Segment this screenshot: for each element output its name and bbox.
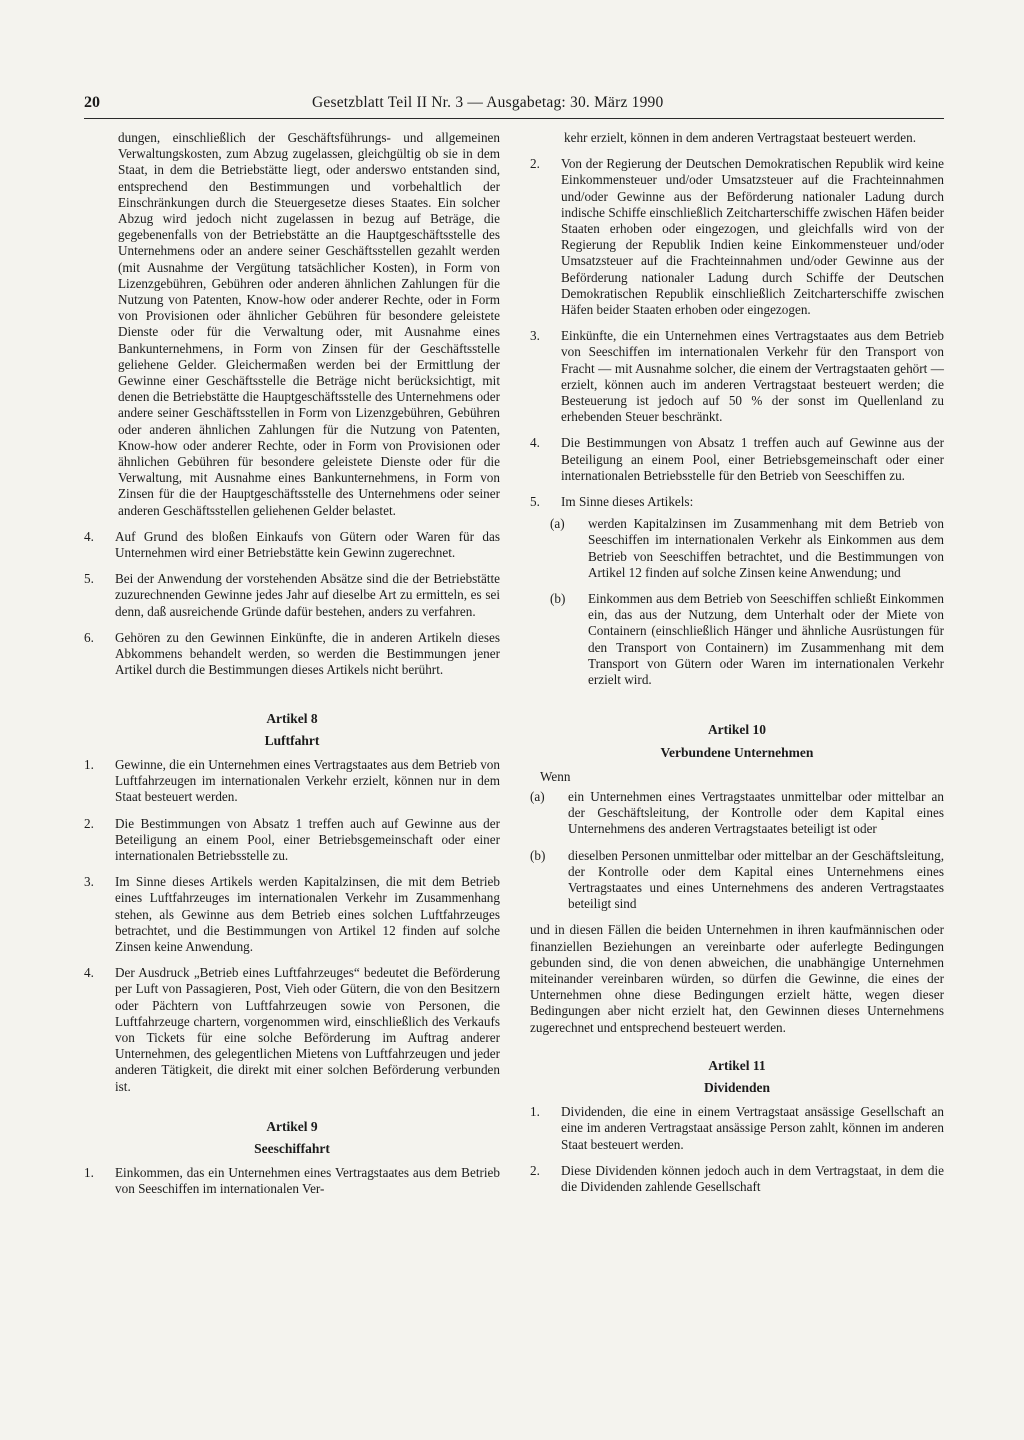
item-number: 2. — [84, 815, 94, 831]
article-heading: Artikel 8 — [266, 710, 318, 726]
item-text: Im Sinne dieses Artikels: — [561, 494, 694, 510]
page-header — [84, 94, 940, 124]
item-text: Der Ausdruck „Betrieb eines Luftfahrzeuges“ bedeutet die Beförderung per Luft von Passagieren, Post, Vieh oder Gütern, die von den Besitzern oder Pächtern von Luftfahrzeugen sowie von Personen, die Luftfahrzeuge chartern, vorgenommen wird, einschließlich des Verkaufs von Tickets für eine solche Beförderung im Auftrag anderer Unternehmen, des gelegentlichen Mietens von Luftfahrzeugen und jeder anderen Tätigkeit, die direkt mit einer solchen Beförderung verbunden ist. — [115, 965, 500, 1094]
list-item — [84, 757, 500, 806]
continued-paragraph: dungen, einschließlich der Geschäftsführungs- und allgemeinen Verwaltungskosten, zum Abzug zugelassen, gleichgültig ob sie in dem Staat, in dem die Betriebstätte liegt, oder anderswo entstanden sind, entsprechend den Bestimmungen und vorbehaltlich der Einschränkungen durch die Steuergesetze dieses Staates. Ein solcher Abzug wird jedoch nicht zugelassen in bezug auf Beträge, die gegebenenfalls von der Betriebstätte an die Hauptgeschäftsstelle des Unternehmens oder an andere seiner Geschäftsstellen gezahlt werden (mit Ausnahme der Vergütung tatsächlicher Kosten), in Form von Lizenzgebühren, Gebühren oder anderen ähnlichen Zahlungen für die Nutzung von Patenten, Know-how oder anderer Rechte, oder in Form von Provisionen oder ähnlicher Gebühren für besondere geleistete Dienste oder für die Verwaltung oder, mit Ausnahme eines Bankunternehmens, in Form von Zinsen für der Geschäftsstelle geliehene Gelder. Gleichermaßen werden bei der Ermittlung der Gewinne einer Geschäftsstelle die Beträge nicht berücksichtigt, mit denen die Betriebstätte die Hauptgeschäftsstelle des Unternehmens oder andere seiner Geschäftsstellen in Form von Lizenzgebühren, Gebühren oder anderen ähnlichen Zahlungen für die Nutzung von Patenten, Know-how oder anderer Rechte, oder in Form von Provisionen oder ähnlichen Gebühren für besondere geleistete Dienste oder für die Verwaltung, mit Ausnahme eines Bankunternehmens, in Form von Zinsen für die der Hauptgeschäftsstelle des Unternehmens oder seiner anderen Geschäftsstellen geliehenen Gelder belastet. — [118, 130, 500, 518]
right-column — [530, 130, 944, 1430]
continued-paragraph: kehr erzielt, können in dem anderen Vertragstaat besteuert werden. — [564, 130, 917, 145]
item-number: 1. — [84, 1165, 94, 1181]
article-body: und in diesen Fällen die beiden Unternehmen in ihren kaufmännischen oder finanziellen Beziehungen an vereinbarte oder auferlegte Bedingungen gebunden sind, die von denen abweichen, die unabhängige Unternehmen miteinander vereinbaren würden, so dürfen die Gewinne, die eines der Unternehmen ohne diese Bedingungen erzielt hätte, wegen dieser Bedingungen aber nicht erzielt hat, den Gewinnen dieses Unternehmens zugerechnet und entsprechend besteuert werden. — [530, 922, 944, 1035]
item-text: Von der Regierung der Deutschen Demokratischen Republik wird keine Einkommensteuer und/oder Umsatzsteuer auf die Frachteinnahmen und/oder Gewinne aus der Beförderung nationaler Ladung durch indische Schiffe einschließlich Zeitcharterschiffe zwischen Häfen beider Staaten erhoben oder eingezogen, und gleichfalls wird von der Regierung der Republik Indien keine Einkommensteuer und/oder Umsatzsteuer auf die Frachteinnahmen und/oder Gewinne aus der Beförderung nationaler Ladung durch Schiffe der Deutschen Demokratischen Republik einschließlich Zeitcharterschiffe zwischen Häfen beider Staaten erhoben oder eingezogen. — [561, 156, 944, 318]
item-text: Die Bestimmungen von Absatz 1 treffen auch auf Gewinne aus der Beteiligung an einem Pool, einer Betriebsgemeinschaft oder einer internationalen Betriebsstelle zu. — [115, 815, 500, 863]
gazette-title: Gesetzblatt Teil II Nr. 3 — Ausgabetag: 30. März 1990 — [312, 94, 664, 111]
sub-item-text: ein Unternehmen eines Vertragstaates unmittelbar oder mittelbar an der Geschäftsleitung, der Kontrolle oder dem Kapital eines Unternehmens des anderen Vertragstaates beteiligt ist oder — [568, 788, 944, 837]
sub-item-letter: (a) — [530, 788, 545, 804]
list-item — [84, 630, 500, 679]
item-number: 4. — [530, 435, 540, 451]
article-heading: Artikel 11 — [708, 1057, 766, 1073]
sub-item-letter: (a) — [550, 516, 565, 532]
list-item — [84, 965, 500, 1095]
article-title: Luftfahrt — [264, 732, 320, 748]
item-number: 4. — [84, 965, 94, 981]
list-item — [530, 1163, 944, 1195]
sub-item — [550, 591, 944, 688]
article-intro: Wenn — [540, 768, 571, 784]
sub-item-letter: (b) — [550, 591, 566, 607]
header-rule — [84, 118, 944, 119]
item-text: Gehören zu den Gewinnen Einkünfte, die in anderen Artikeln dieses Abkommens behandelt werden, so werden die Bestimmungen jener Artikel durch die Bestimmungen dieses Artikels nicht berührt. — [115, 629, 500, 678]
list-item — [530, 328, 944, 425]
article-title: Dividenden — [703, 1079, 771, 1095]
list-item — [530, 1104, 944, 1153]
item-text: Einkünfte, die ein Unternehmen eines Vertragstaates aus dem Betrieb von Seeschiffen im internationalen Verkehr für den Transport von Fracht — mit Ausnahme solcher, die einem der Vertragstaaten gehört — erzielt, können auch im anderen Vertragstaat besteuert werden; die Besteuerung ist jedoch auf 50 % der sonst im Quellenland zu erhebenden Steuer beschränkt. — [561, 328, 944, 425]
list-item — [530, 435, 944, 484]
left-column — [84, 130, 500, 1430]
sub-item — [550, 516, 944, 581]
item-number: 5. — [530, 494, 540, 510]
item-text: Bei der Anwendung der vorstehenden Absätze sind die der Betriebstätte zuzurechnenden Gewinne jedes Jahr auf dieselbe Art zu ermitteln, es sei denn, daß ausreichende Gründe dafür bestehen, anders zu verfahren. — [115, 571, 500, 619]
article-heading: Artikel 9 — [266, 1118, 318, 1134]
article-heading: Artikel 10 — [707, 722, 767, 738]
page-number: 20 — [84, 94, 100, 111]
sub-item-letter: (b) — [530, 847, 546, 863]
item-number: 2. — [530, 1162, 540, 1178]
list-item — [84, 816, 500, 865]
item-text: Diese Dividenden können jedoch auch in dem Vertragstaat, in dem die die Dividenden zahlende Gesellschaft — [561, 1162, 944, 1194]
item-number: 1. — [530, 1104, 540, 1120]
sub-item-text: Einkommen aus dem Betrieb von Seeschiffen schließt Einkommen ein, das aus der Nutzung, dem Unterhalt oder der Miete von Containern (einschließlich Hänger und ähnliche Ausrüstungen für den Transport von Containern) im Zusammenhang mit dem Transport von Gütern oder Waren im internationalen Verkehr erzielt wird. — [588, 591, 944, 688]
sub-item-text: dieselben Personen unmittelbar oder mittelbar an der Geschäftsleitung, der Kontrolle oder dem Kapital eines Unternehmens eines Vertragstaates und eines Unternehmens des anderen Vertragstaates beteiligt sind — [568, 847, 944, 912]
item-number: 3. — [84, 874, 94, 890]
item-number: 1. — [84, 756, 94, 772]
item-text: Dividenden, die eine in einem Vertragstaat ansässige Gesellschaft an eine im anderen Vertragstaat ansässige Person zahlt, können im anderen Staat besteuert werden. — [561, 1104, 944, 1152]
list-item — [530, 156, 944, 318]
sub-item-text: werden Kapitalzinsen im Zusammenhang mit dem Betrieb von Seeschiffen im internationalen Verkehr als Einkommen aus dem Betrieb von Seeschiffen betrachtet, und die Bestimmungen von Artikel 12 finden auf solche Zinsen keine Anwendung; und — [588, 516, 944, 580]
item-number: 6. — [84, 629, 94, 645]
list-item — [84, 1165, 500, 1197]
list-item — [84, 874, 500, 955]
list-item — [530, 494, 944, 510]
sub-item — [530, 848, 944, 913]
list-item — [84, 571, 500, 620]
sub-item — [530, 789, 944, 838]
item-text: Gewinne, die ein Unternehmen eines Vertragstaates aus dem Betrieb von Luftfahrzeugen im internationalen Verkehr erzielt, können nur in dem Staat besteuert werden. — [115, 756, 500, 805]
list-item — [84, 529, 500, 561]
item-number: 5. — [84, 571, 94, 587]
article-title: Verbundene Unternehmen — [660, 744, 814, 760]
article-title: Seeschiffahrt — [254, 1140, 330, 1156]
item-text: Im Sinne dieses Artikels werden Kapitalzinsen, die mit dem Betrieb eines Luftfahrzeuges im internationalen Verkehr im Zusammenhang stehen, als Gewinne aus dem Betrieb eines solchen Luftfahrzeuges betrachtet, und die Bestimmungen von Artikel 12 finden auf solche Zinsen keine Anwendung. — [115, 874, 500, 954]
item-number: 2. — [530, 156, 540, 172]
item-number: 3. — [530, 328, 540, 344]
item-text: Auf Grund des bloßen Einkaufs von Gütern oder Waren für das Unternehmen wird einer Betriebstätte kein Gewinn zugerechnet. — [115, 528, 500, 561]
item-number: 4. — [84, 528, 94, 544]
item-text: Die Bestimmungen von Absatz 1 treffen auch auf Gewinne aus der Beteiligung an einem Pool, einer Betriebsgemeinschaft oder einer internationalen Betriebsstelle für den Betrieb von Seeschiffen zu. — [561, 435, 944, 483]
item-text: Einkommen, das ein Unternehmen eines Vertragstaates aus dem Betrieb von Seeschiffen im internationalen Ver- — [115, 1165, 500, 1197]
